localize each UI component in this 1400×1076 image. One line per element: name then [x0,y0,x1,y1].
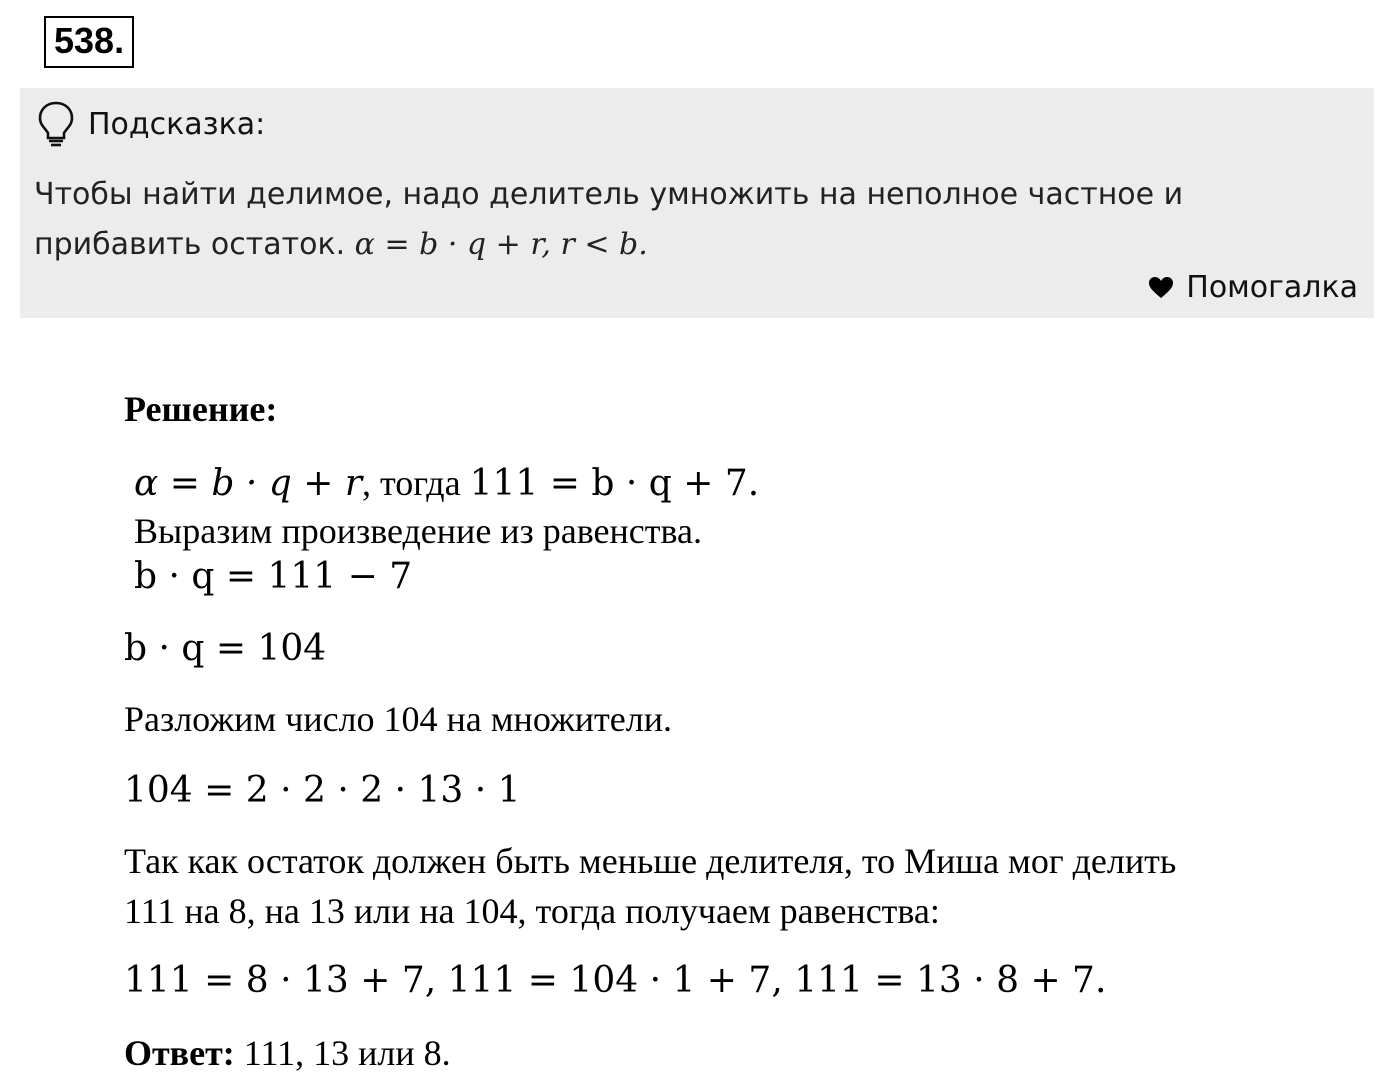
formula-111: 111 = b · q + 7. [469,463,760,504]
solution-line-4: b · q = 104 [124,628,327,669]
answer [124,1032,451,1074]
solution-line-2: Выразим произведение из равенства. [134,511,703,551]
hint-title: Подсказка: [88,106,266,142]
heart-icon [1148,276,1174,300]
solution-line-7a: Так как остаток должен быть меньше делителя, то Миша мог делить [124,841,1177,881]
source-label: Помогалка [1186,270,1358,305]
answer-label: Ответ: [124,1033,235,1073]
solution-line-6: 104 = 2 · 2 · 2 · 13 · 1 [124,770,521,811]
solution-line-7b: 111 на 8, на 13 или на 104, тогда получаем равенства: [124,891,940,931]
formula-general: α = b · q + r [134,463,363,504]
solution-heading: Решение: [124,389,278,429]
problem-number: 538. [44,16,134,68]
hint-source[interactable] [1148,270,1358,305]
answer-text: 111, 13 или 8. [234,1033,451,1073]
hint-rule-text: Чтобы найти делимое, надо делитель умножить на неполное частное и прибавить остаток. [34,177,1184,262]
hint-formula: α = b · q + r, r < b. [354,227,648,262]
lightbulb-icon [36,100,76,148]
hint-text [34,170,1354,270]
solution-line-5: Разложим число 104 на множители. [124,699,672,739]
line1-text: , тогда [362,463,470,503]
hint-header [36,100,265,148]
solution-line-3: b · q = 111 − 7 [134,556,413,597]
solution-line-8: 111 = 8 · 13 + 7, 111 = 104 · 1 + 7, 111 = 13 · 8 + 7. [124,960,1107,1001]
hint-box [20,88,1374,318]
solution-line-1 [134,462,759,504]
